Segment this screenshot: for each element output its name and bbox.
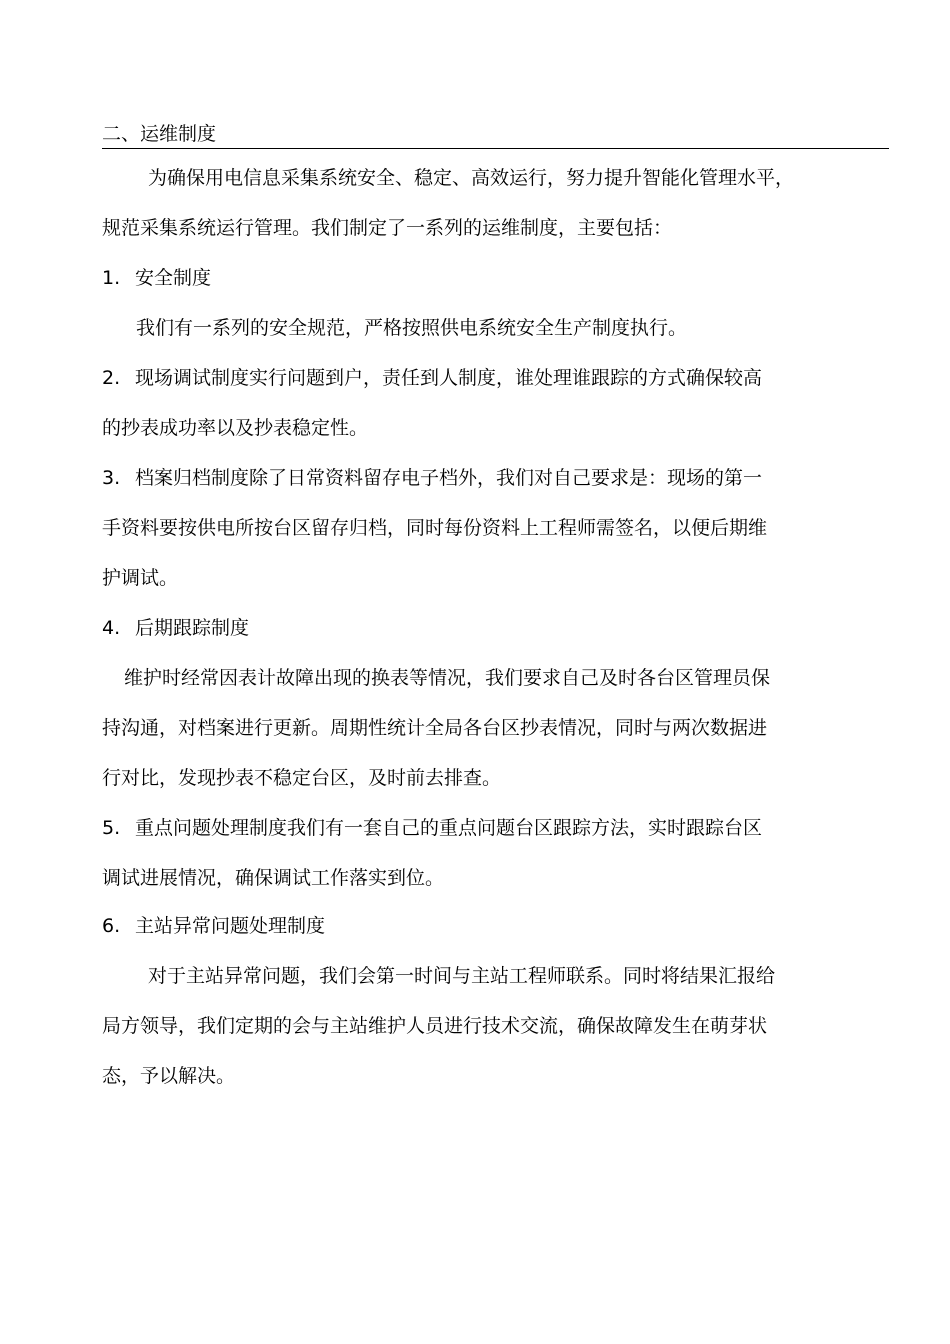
item-3-line-1 bbox=[102, 464, 892, 492]
item-1-title bbox=[102, 264, 892, 292]
item-3-line-1-text: 档案归档制度除了日常资料留存电子档外，我们对自己要求是：现场的第一 bbox=[135, 467, 763, 489]
item-6-title bbox=[102, 912, 892, 940]
item-5-line-1 bbox=[102, 814, 892, 842]
item-5-line-2: 调试进展情况，确保调试工作落实到位。 bbox=[102, 867, 445, 889]
item-1-body: 我们有一系列的安全规范，严格按照供电系统安全生产制度执行。 bbox=[136, 317, 688, 339]
intro-line-2: 规范采集系统运行管理。我们制定了一系列的运维制度，主要包括： bbox=[102, 217, 673, 239]
item-2-line-2: 的抄表成功率以及抄表稳定性。 bbox=[102, 417, 369, 439]
item-5-line-1-text: 重点问题处理制度我们有一套自己的重点问题台区跟踪方法，实时跟踪台区 bbox=[135, 817, 763, 839]
item-4-body-2: 持沟通，对档案进行更新。周期性统计全局各台区抄表情况，同时与两次数据进 bbox=[102, 717, 768, 739]
item-number: 6. bbox=[102, 915, 121, 937]
item-number: 1. bbox=[102, 267, 121, 289]
section-heading-row bbox=[102, 120, 889, 149]
item-number: 4. bbox=[102, 617, 121, 639]
item-6-title-text: 主站异常问题处理制度 bbox=[135, 915, 326, 937]
item-3-line-2: 手资料要按供电所按台区留存归档，同时每份资料上工程师需签名，以便后期维 bbox=[102, 517, 768, 539]
item-6-body-3: 态，予以解决。 bbox=[102, 1065, 236, 1087]
item-1-title-text: 安全制度 bbox=[135, 267, 212, 289]
item-4-body-3: 行对比，发现抄表不稳定台区，及时前去排查。 bbox=[102, 767, 502, 789]
section-heading: 二、运维制度 bbox=[102, 123, 217, 145]
item-4-title-text: 后期跟踪制度 bbox=[135, 617, 250, 639]
item-6-body-1: 对于主站异常问题，我们会第一时间与主站工程师联系。同时将结果汇报给 bbox=[148, 965, 776, 987]
intro-line-1: 为确保用电信息采集系统安全、稳定、高效运行，努力提升智能化管理水平， bbox=[148, 167, 795, 189]
item-6-body-2: 局方领导，我们定期的会与主站维护人员进行技术交流，确保故障发生在萌芽状 bbox=[102, 1015, 768, 1037]
item-2-line-1 bbox=[102, 364, 892, 392]
item-number: 5. bbox=[102, 817, 121, 839]
item-number: 3. bbox=[102, 467, 121, 489]
item-4-title bbox=[102, 614, 892, 642]
item-2-line-1-text: 现场调试制度实行问题到户，责任到人制度，谁处理谁跟踪的方式确保较高 bbox=[135, 367, 763, 389]
item-number: 2. bbox=[102, 367, 121, 389]
item-4-body-1: 维护时经常因表计故障出现的换表等情况，我们要求自己及时各台区管理员保 bbox=[124, 667, 771, 689]
item-3-line-3: 护调试。 bbox=[102, 567, 179, 589]
